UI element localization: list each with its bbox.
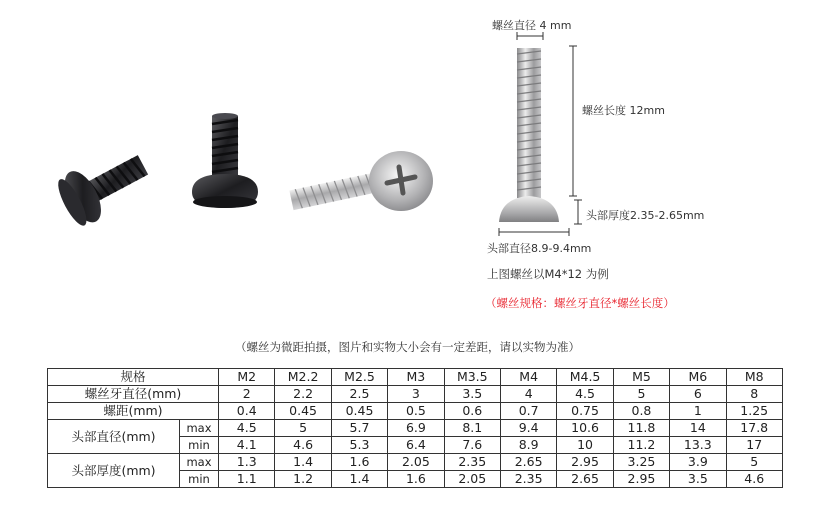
column-header: M2.2	[275, 369, 331, 386]
table-cell: 2.65	[557, 471, 613, 488]
table-cell: 2.95	[613, 471, 669, 488]
table-cell: 4.6	[275, 437, 331, 454]
table-cell: 0.5	[388, 403, 444, 420]
thread-diameter-label: 螺丝直径 4 mm	[492, 19, 572, 32]
table-cell: 8.9	[500, 437, 556, 454]
table-header-row	[48, 369, 783, 386]
table-cell: 8.1	[444, 420, 500, 437]
table-cell: 9.4	[500, 420, 556, 437]
table-cell: 5.3	[331, 437, 387, 454]
head-diameter-label: 头部直径8.9-9.4mm	[487, 242, 592, 255]
table-cell: 3.9	[670, 454, 726, 471]
table-cell: 3.25	[613, 454, 669, 471]
table-cell: 0.45	[275, 403, 331, 420]
sub-label: max	[180, 420, 219, 437]
table-cell: 6.4	[388, 437, 444, 454]
table-cell: 3.5	[444, 386, 500, 403]
column-header: M4	[500, 369, 556, 386]
group-label: 头部厚度(mm)	[48, 454, 180, 488]
table-cell: 1.2	[275, 471, 331, 488]
table-cell: 1.1	[219, 471, 275, 488]
table-cell: 4.6	[726, 471, 782, 488]
table-cell: 0.6	[444, 403, 500, 420]
table-cell: 11.2	[613, 437, 669, 454]
column-header: M3.5	[444, 369, 500, 386]
table-cell: 0.4	[219, 403, 275, 420]
table-cell: 1.4	[275, 454, 331, 471]
table-cell: 2.65	[500, 454, 556, 471]
table-cell: 2.95	[557, 454, 613, 471]
sub-label: max	[180, 454, 219, 471]
column-header: M2.5	[331, 369, 387, 386]
table-cell: 2.5	[331, 386, 387, 403]
table-cell: 2.2	[275, 386, 331, 403]
table-cell: 10.6	[557, 420, 613, 437]
table-cell: 3.5	[670, 471, 726, 488]
table-cell: 5.7	[331, 420, 387, 437]
table-cell: 2	[219, 386, 275, 403]
column-header: M6	[670, 369, 726, 386]
table-cell: 5	[613, 386, 669, 403]
macro-photo-caption: （螺丝为微距拍摄，图片和实物大小会有一定差距，请以实物为准）	[235, 340, 580, 354]
table-cell: 4.5	[557, 386, 613, 403]
table-cell: 10	[557, 437, 613, 454]
table-cell: 0.45	[331, 403, 387, 420]
table-cell: 1.3	[219, 454, 275, 471]
table-cell: 0.8	[613, 403, 669, 420]
spec-formula-note: （螺丝规格：螺丝牙直径*螺丝长度）	[485, 296, 675, 310]
head-thickness-label: 头部厚度2.35-2.65mm	[586, 209, 705, 222]
table-cell: 13.3	[670, 437, 726, 454]
table-cell: 5	[275, 420, 331, 437]
table-cell: 4.1	[219, 437, 275, 454]
table-cell: 1	[670, 403, 726, 420]
table-cell: 2.35	[444, 454, 500, 471]
column-header: M3	[388, 369, 444, 386]
table-row	[48, 403, 783, 420]
table-cell: 11.8	[613, 420, 669, 437]
table-cell: 0.75	[557, 403, 613, 420]
table-cell: 1.4	[331, 471, 387, 488]
table-cell: 7.6	[444, 437, 500, 454]
group-label: 头部直径(mm)	[48, 420, 180, 454]
thread-length-label: 螺丝长度 12mm	[582, 104, 665, 117]
table-cell: 3	[388, 386, 444, 403]
table-cell: 2.05	[444, 471, 500, 488]
table-cell: 4	[500, 386, 556, 403]
table-cell: 6.9	[388, 420, 444, 437]
table-cell: 6	[670, 386, 726, 403]
table-cell: 5	[726, 454, 782, 471]
table-cell: 17	[726, 437, 782, 454]
table-cell: 1.25	[726, 403, 782, 420]
example-note: 上图螺丝以M4*12 为例	[487, 267, 609, 281]
spec-table	[47, 368, 783, 488]
column-header: M5	[613, 369, 669, 386]
table-cell: 1.6	[331, 454, 387, 471]
table-cell: 4.5	[219, 420, 275, 437]
row-label: 螺丝牙直径(mm)	[48, 386, 219, 403]
column-header: M2	[219, 369, 275, 386]
table-cell: 14	[670, 420, 726, 437]
table-cell: 2.35	[500, 471, 556, 488]
table-cell: 2.05	[388, 454, 444, 471]
sub-label: min	[180, 471, 219, 488]
sub-label: min	[180, 437, 219, 454]
table-row	[48, 454, 783, 471]
column-header: M4.5	[557, 369, 613, 386]
table-cell: 1.6	[388, 471, 444, 488]
table-row	[48, 386, 783, 403]
table-row	[48, 420, 783, 437]
table-cell: 0.7	[500, 403, 556, 420]
table-cell: 17.8	[726, 420, 782, 437]
column-header: M8	[726, 369, 782, 386]
spec-header-label: 规格	[48, 369, 219, 386]
table-cell: 8	[726, 386, 782, 403]
row-label: 螺距(mm)	[48, 403, 219, 420]
